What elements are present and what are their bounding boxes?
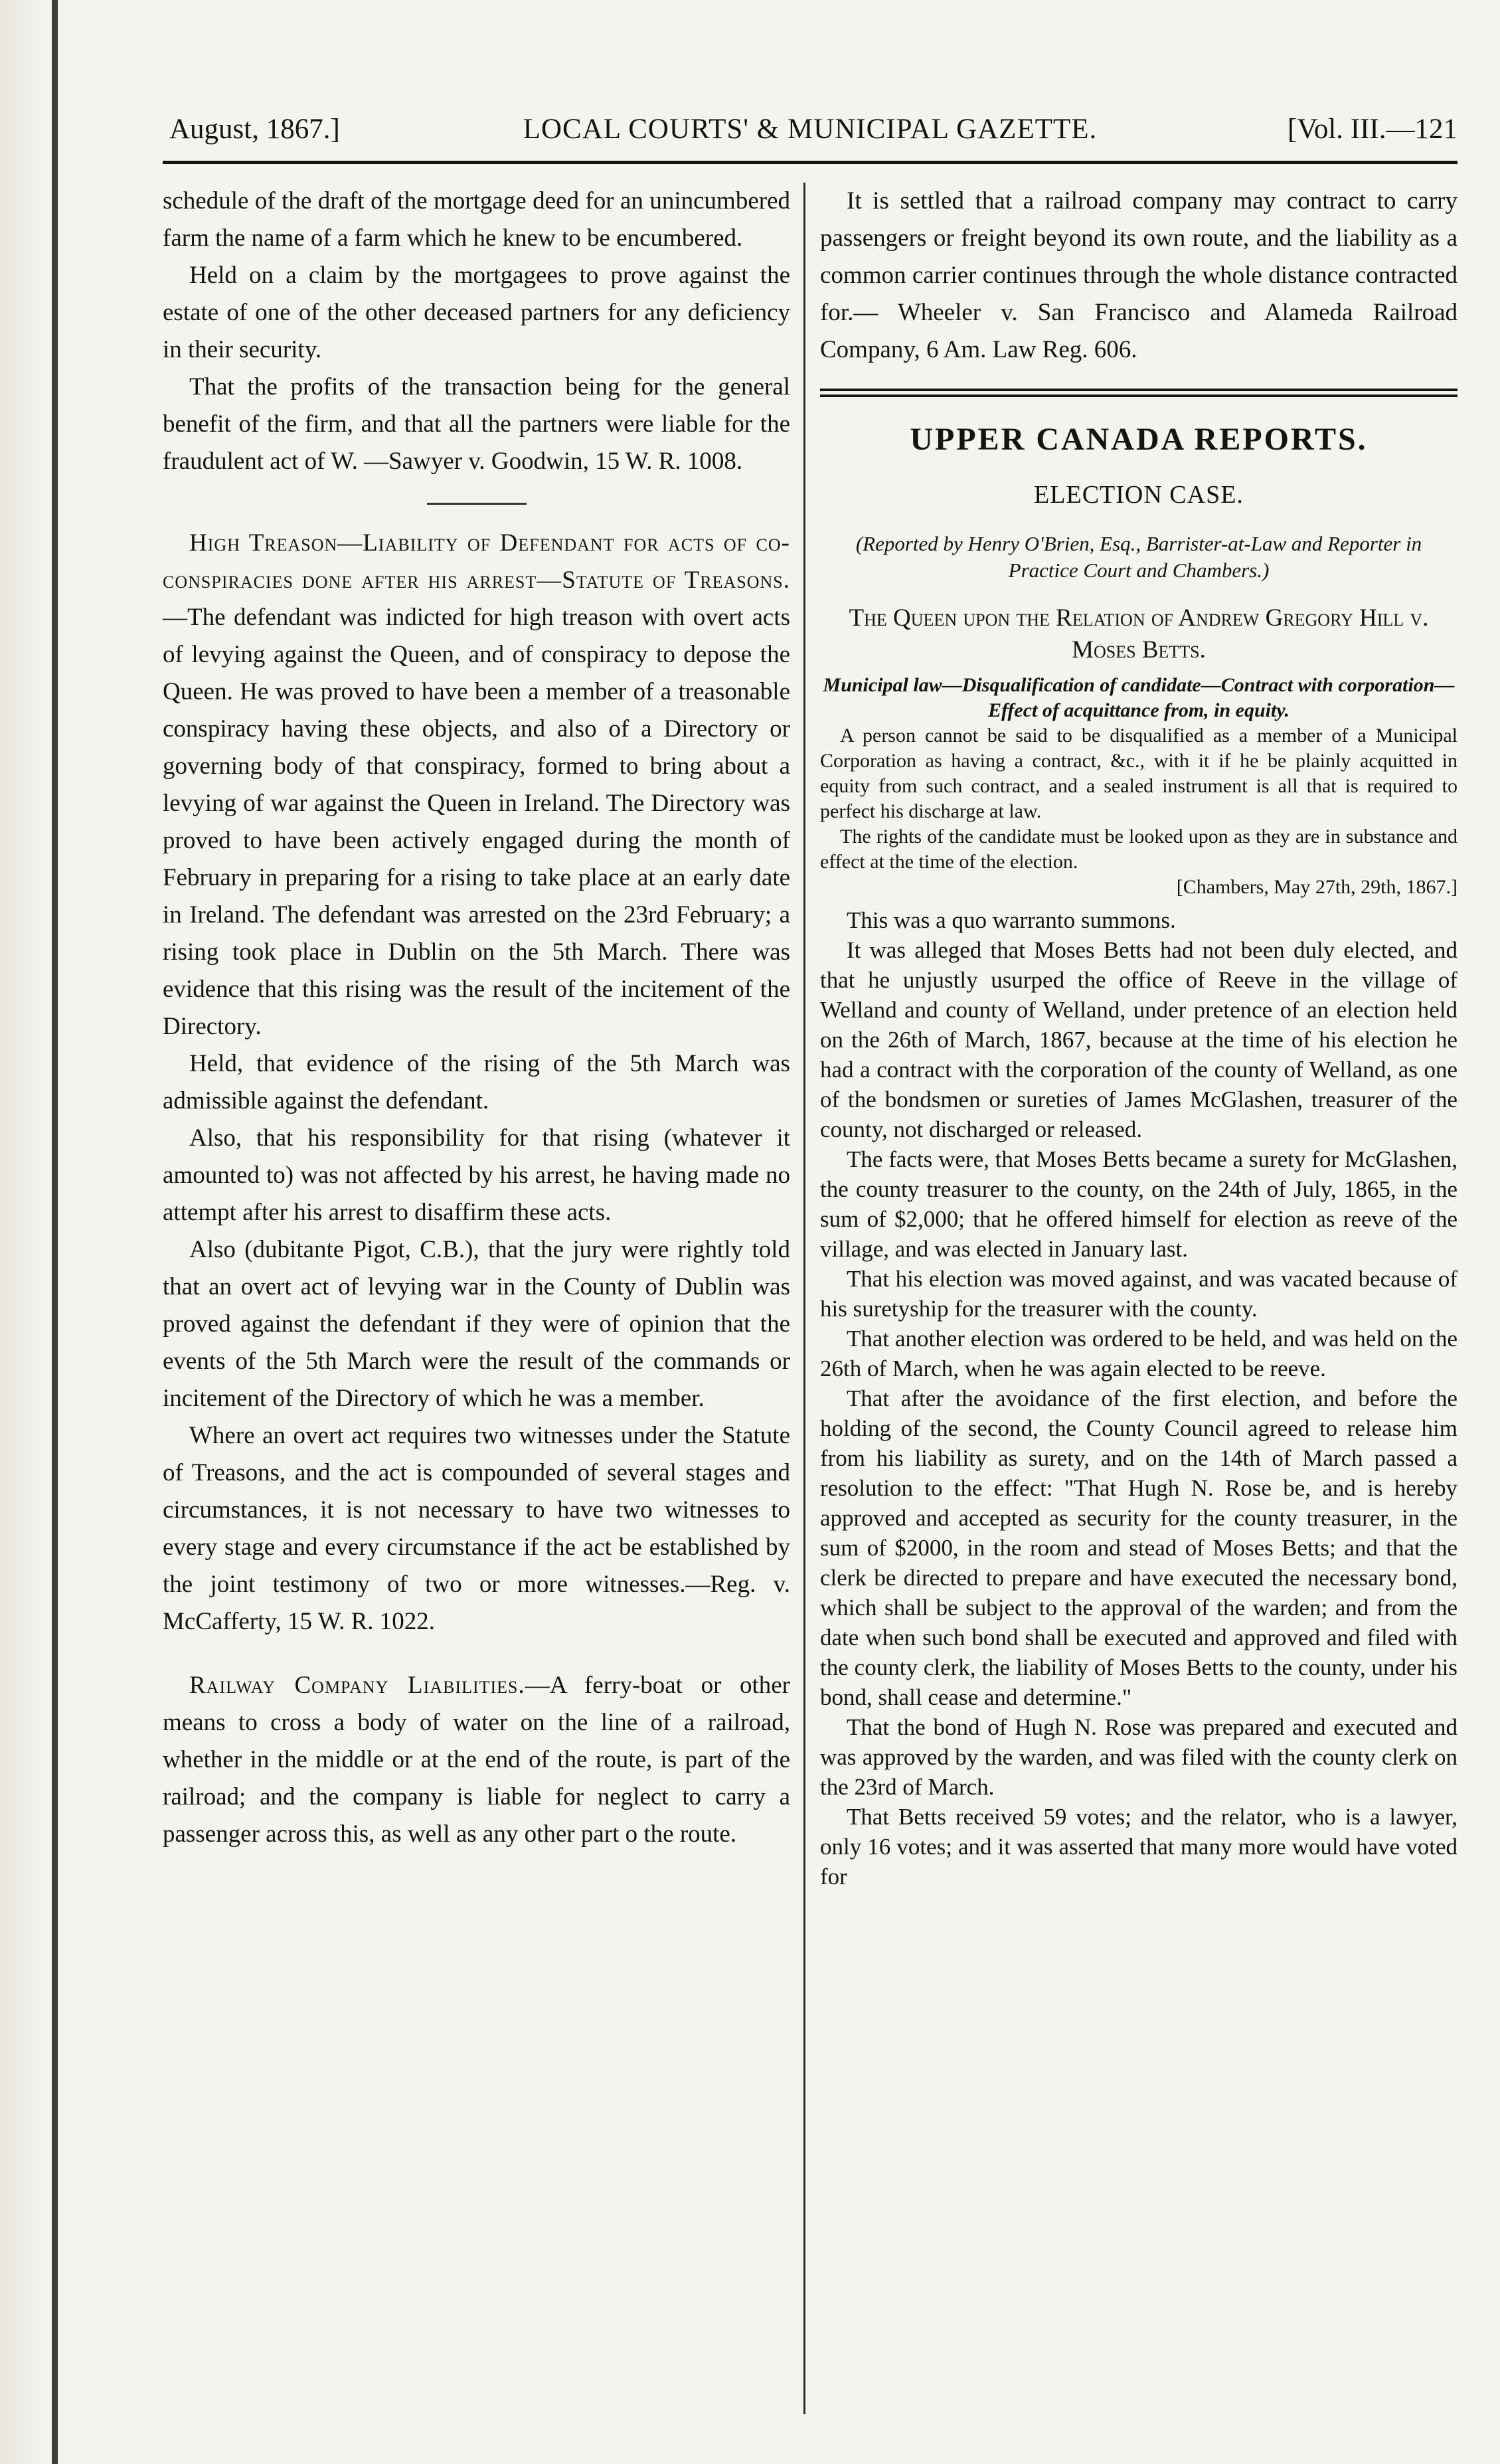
case-body — [820, 905, 1458, 1892]
header-title: LOCAL COURTS' & MUNICIPAL GAZETTE. — [523, 114, 1098, 145]
paragraph: It is settled that a railroad company may contract to carry passengers or freight beyond its own route, and the liability as a common carrier continues through the whole distance contracted for.— Wheeler v. San Francisco and Alameda Railroad Company, 6 Am. Law Reg. 606. — [820, 187, 1458, 363]
paragraph: That the bond of Hugh N. Rose was prepared and executed and was approved by the warden, and was filed with the county clerk on the 23rd of March. — [820, 1714, 1458, 1800]
paragraph: That the profits of the transaction being for the general benefit of the firm, and that all the partners were liable for the fraudulent act of W. —Sawyer v. Goodwin, 15 W. R. 1008. — [163, 373, 790, 475]
case-title: The Queen upon the Relation of Andrew Gregory Hill v. Moses Betts. — [849, 604, 1429, 663]
section-rule — [427, 503, 527, 505]
summary-point: The rights of the candidate must be looked upon as they are in substance and effect at the time of the election. — [820, 826, 1458, 873]
paragraph: Also (dubitante Pigot, C.B.), that the jury were rightly told that an overt act of levying war in the County of Dublin was proved against the defendant if they were of opinion that the events of the 5th March were the result of the commands or incitement of the Directory of which he was a member. — [163, 1236, 790, 1412]
case-topic: Municipal law—Disqualification of candidate—Contract with corporation—Effect of acquittance from, in equity. — [823, 674, 1455, 721]
binding-edge-line — [52, 0, 58, 2464]
paragraph: That his election was moved against, and was vacated because of his suretyship for the treasurer with the county. — [820, 1266, 1458, 1322]
right-column — [820, 183, 1458, 1892]
treason-article — [163, 525, 790, 1045]
paragraph: Held on a claim by the mortgagees to prove against the estate of one of the other deceased partners for any deficiency in their security. — [163, 262, 790, 363]
reporter-credit: (Reported by Henry O'Brien, Esq., Barrister-at-Law and Reporter in Practice Court and Chambers.) — [855, 532, 1422, 582]
double-rule — [820, 389, 1458, 397]
header-rule — [163, 161, 1458, 164]
railway-text: —A ferry-boat or other means to cross a body of water on the line of a railroad, whether in the middle or at the end of the route, is part of the railroad; and the company is liable for neglect to carry a passenger across this, as well as any other part o the route. — [163, 1672, 791, 1848]
paragraph: That another election was ordered to be held, and was held on the 26th of March, when he was again elected to be reeve. — [820, 1326, 1458, 1381]
case-summary — [820, 673, 1458, 900]
gazette-page — [163, 100, 1458, 1890]
court-date: [Chambers, May 27th, 29th, 1867.] — [1176, 876, 1458, 898]
railway-article — [163, 1667, 790, 1853]
railway-heading: Railway Company Liabilities. — [189, 1672, 525, 1699]
paragraph: Held, that evidence of the rising of the 5th March was admissible against the defendant. — [163, 1050, 790, 1114]
paragraph: This was a quo warranto summons. — [847, 907, 1176, 933]
header-volume-page: [Vol. III.—121 — [1288, 114, 1458, 145]
paragraph: The facts were, that Moses Betts became a surety for McGlashen, the county treasurer to the county, on the 24th of July, 1865, in the sum of $2,000; that he offered himself for election as reeve of the village, and was elected in January last. — [820, 1146, 1458, 1262]
paragraph: schedule of the draft of the mortgage deed for an unincumbered farm the name of a farm which he knew to be encumbered. — [163, 187, 790, 252]
paragraph: Where an overt act requires two witnesses under the Statute of Treasons, and the act is compounded of several stages and circumstances, it is not necessary to have two witnesses to every stage and every circumstance if the act be established by the joint testimony of two or more witnesses.—Reg. v. McCafferty, 15 W. R. 1022. — [163, 1422, 790, 1635]
treason-text: —The defendant was indicted for high treason with overt acts of levying against the Queen, and of conspiracy to depose the Queen. He was proved to have been a member of a treasonable conspiracy having these objects, and also of a Directory or governing body of that conspiracy, formed to bring about a levying of war against the Queen in Ireland. The Directory was proved to have been actively engaged during the month of February in preparing for a rising to take place at an early date in Ireland. The defendant was arrested on the 23rd February; a rising took place in Dublin on the 5th March. There was evidence that this rising was the result of the incitement of the Directory. — [163, 604, 790, 1040]
paragraph: Also, that his responsibility for that rising (whatever it amounted to) was not affected by his arrest, he having made no attempt after his arrest to disaffirm these acts. — [163, 1124, 790, 1226]
summary-point: A person cannot be said to be disqualified as a member of a Municipal Corporation as having a contract, &c., with it if he be plainly acquitted in equity from such contract, and a sealed instrument is all that is required to perfect his discharge at law. — [820, 725, 1458, 822]
running-header — [163, 100, 1458, 159]
column-divider — [803, 183, 805, 2414]
paragraph: That Betts received 59 votes; and the relator, who is a lawyer, only 16 votes; and it was asserted that many more would have voted for — [820, 1804, 1458, 1890]
paragraph: That after the avoidance of the first election, and before the holding of the second, the County Council agreed to release him from his liability as surety, and on the 14th of March passed a resolution to the effect: "That Hugh N. Rose be, and is hereby approved and accepted as security for the county treasurer, in the sum of $2000, in the room and stead of Moses Betts; and that the clerk be directed to prepare and have executed the necessary bond, which shall be subject to the approval of the warden; and from the date when such bond shall be executed and approved and filed with the county clerk, the liability of Moses Betts to the county, under his bond, shall cease and determine." — [820, 1385, 1458, 1710]
case-type: ELECTION CASE. — [1034, 481, 1244, 509]
treason-heading: High Treason—Liability of Defendant for acts of co-conspiracies done after his arrest—Statute of Treasons. — [163, 529, 790, 594]
left-column — [163, 183, 790, 1853]
paragraph: It was alleged that Moses Betts had not been duly elected, and that he unjustly usurped the office of Reeve in the village of Welland and county of Welland, under pretence of an election held on the 26th of March, 1867, because at the time of his election he had a contract with the corporation of the county of Welland, as one of the bondsmen or sureties of James McGlashen, treasurer of the county, not discharged or released. — [820, 937, 1458, 1142]
header-date: August, 1867.] — [169, 114, 340, 145]
section-title: UPPER CANADA REPORTS. — [910, 422, 1368, 457]
